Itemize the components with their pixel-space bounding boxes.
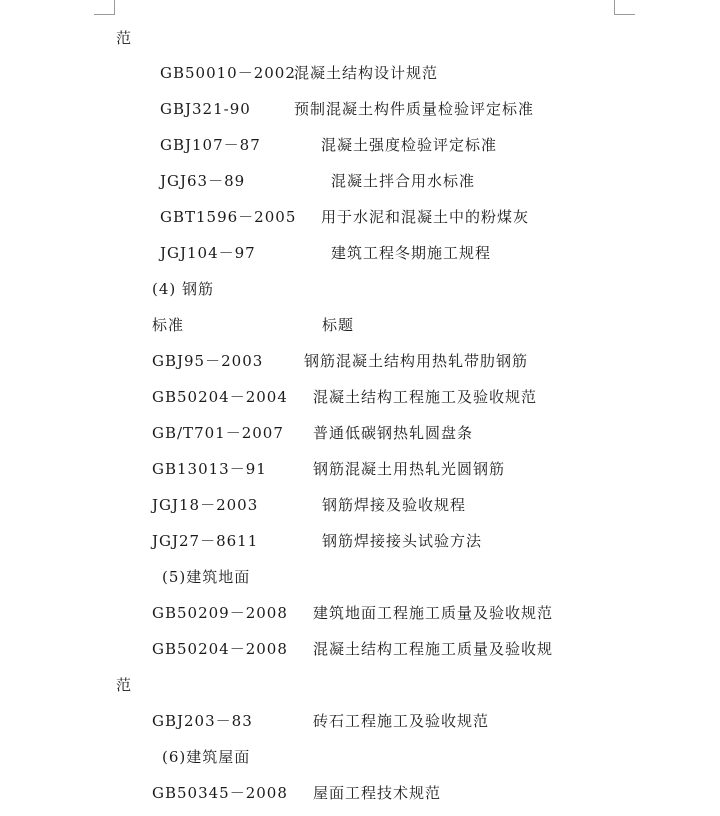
standard-title: 混凝土结构工程施工及验收规范	[313, 388, 538, 406]
standard-title: 钢筋焊接接头试验方法	[322, 532, 483, 550]
standard-title: 钢筋混凝土结构用热轧带肋钢筋	[304, 352, 529, 370]
page-corner-mark-right	[614, 0, 635, 15]
standard-title: 建筑工程冬期施工规程	[331, 244, 492, 262]
standard-title: 砖石工程施工及验收规范	[313, 712, 490, 730]
standard-code: GBJ107－87	[160, 136, 261, 154]
standard-code: GBJ203－83	[152, 712, 253, 730]
text-line: 范	[116, 676, 133, 694]
standard-code: GBT1596－2005	[160, 208, 297, 226]
standard-title: 混凝土结构设计规范	[294, 64, 439, 82]
standard-title: 混凝土强度检验评定标准	[321, 136, 498, 154]
standard-code: GBJ321-90	[160, 100, 251, 118]
standard-code: GB50204－2008	[152, 640, 288, 658]
standard-title: 屋面工程技术规范	[313, 784, 442, 802]
standard-title: 预制混凝土构件质量检验评定标准	[294, 100, 535, 118]
standard-title: 混凝土结构工程施工质量及验收规	[313, 640, 554, 658]
standard-code: JGJ27－8611	[152, 532, 259, 550]
standard-code: GB13013－91	[152, 460, 267, 478]
standard-code: GB50010－2002	[160, 64, 296, 82]
standard-code: GB50345－2008	[152, 784, 288, 802]
standard-code: GB50209－2008	[152, 604, 288, 622]
standard-title: 钢筋焊接及验收规程	[322, 496, 467, 514]
column-header-standard: 标准	[152, 316, 185, 334]
standard-title: 混凝土拌合用水标准	[331, 172, 476, 190]
standard-code: GB50204－2004	[152, 388, 288, 406]
section-heading: (5)建筑地面	[162, 568, 251, 586]
standard-code: JGJ63－89	[160, 172, 246, 190]
standard-code: JGJ18－2003	[152, 496, 259, 514]
standard-title: 建筑地面工程施工质量及验收规范	[313, 604, 554, 622]
standard-code: GB/T701－2007	[152, 424, 284, 442]
standard-title: 普通低碳钢热轧圆盘条	[313, 424, 474, 442]
standard-code: GBJ95－2003	[152, 352, 264, 370]
standard-title: 用于水泥和混凝土中的粉煤灰	[321, 208, 530, 226]
page-corner-mark-left	[94, 0, 115, 15]
text-line: 范	[116, 29, 133, 47]
section-heading: (6)建筑屋面	[162, 748, 251, 766]
section-heading: (4) 钢筋	[152, 280, 215, 298]
standard-code: JGJ104－97	[160, 244, 256, 262]
column-header-title: 标题	[322, 316, 355, 334]
standard-title: 钢筋混凝土用热轧光圆钢筋	[313, 460, 506, 478]
